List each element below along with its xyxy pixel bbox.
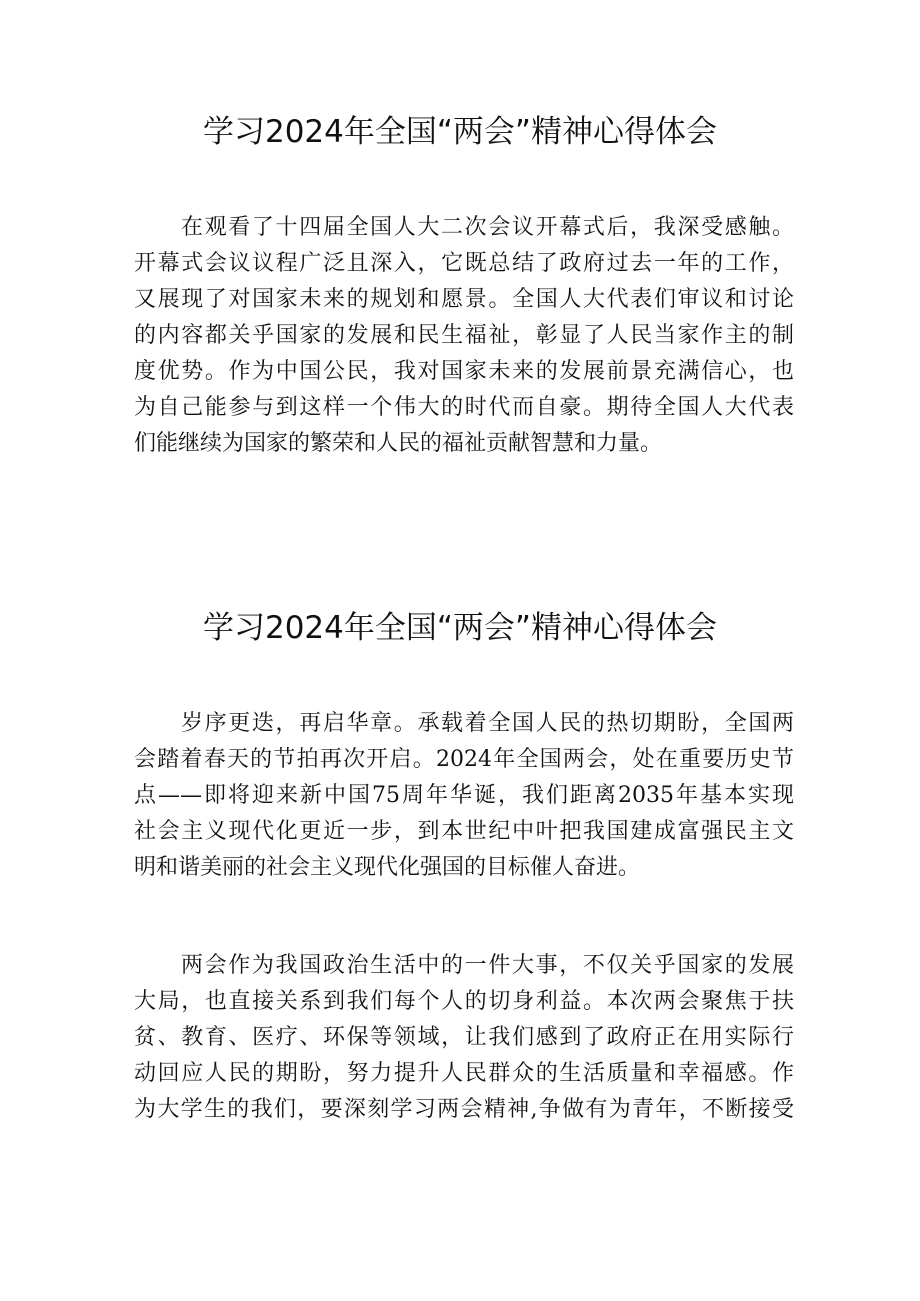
section-2-paragraph-2 — [134, 948, 794, 1128]
paragraph-line: 开幕式会议议程广泛且深入，它既总结了政府过去一年的工作， — [134, 251, 794, 276]
section-1-paragraph-1 — [134, 210, 794, 462]
paragraph-line: 动回应人民的期盼，努力提升人民群众的生活质量和幸福感。作 — [134, 1061, 794, 1086]
paragraph-line: 会踏着春天的节拍再次开启。2024年全国两会，处在重要历史节 — [134, 747, 794, 772]
paragraph-line: 贫、教育、医疗、环保等领域，让我们感到了政府正在用实际行 — [134, 1025, 794, 1050]
paragraph-line: 的内容都关乎国家的发展和民生福祉，彰显了人民当家作主的制 — [134, 323, 794, 348]
section-2-title: 学习2024年全国“两会”精神心得体会 — [202, 610, 717, 646]
paragraph-line: 们能继续为国家的繁荣和人民的福祉贡献智慧和力量。 — [134, 431, 663, 456]
paragraph-line: 为自己能参与到这样一个伟大的时代而自豪。期待全国人大代表 — [134, 395, 794, 420]
paragraph-line: 岁序更迭，再启华章。承载着全国人民的热切期盼，全国两 — [181, 711, 794, 736]
paragraph-line: 大局，也直接关系到我们每个人的切身利益。本次两会聚焦于扶 — [134, 989, 794, 1014]
paragraph-line: 又展现了对国家未来的规划和愿景。全国人大代表们审议和讨论 — [134, 287, 794, 312]
paragraph-line: 明和谐美丽的社会主义现代化强国的目标催人奋进。 — [134, 855, 641, 880]
paragraph-line: 社会主义现代化更近一步，到本世纪中叶把我国建成富强民主文 — [134, 819, 794, 844]
section-2-paragraph-1 — [134, 706, 794, 886]
paragraph-line: 为大学生的我们，要深刻学习两会精神,争做有为青年，不断接受 — [134, 1097, 794, 1122]
paragraph-line: 点——即将迎来新中国75周年华诞，我们距离2035年基本实现 — [134, 783, 794, 808]
paragraph-line: 两会作为我国政治生活中的一件大事，不仅关乎国家的发展 — [181, 953, 794, 978]
section-1-title: 学习2024年全国“两会”精神心得体会 — [202, 114, 717, 150]
paragraph-line: 度优势。作为中国公民，我对国家未来的发展前景充满信心，也 — [134, 359, 794, 384]
paragraph-line: 在观看了十四届全国人大二次会议开幕式后，我深受感触。 — [181, 215, 794, 240]
